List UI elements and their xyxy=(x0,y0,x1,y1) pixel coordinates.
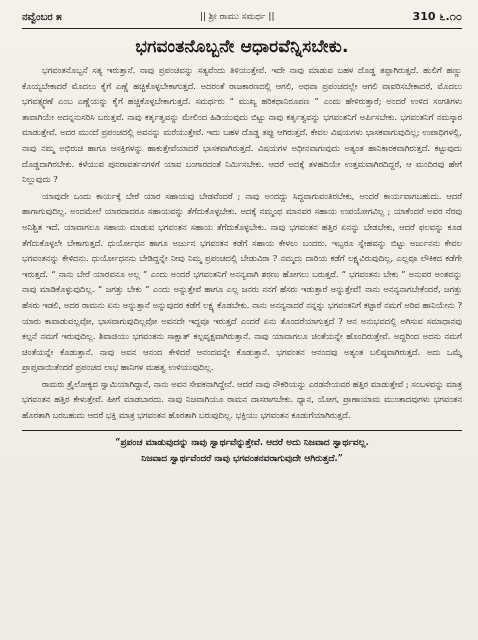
header-divider xyxy=(22,28,462,29)
paragraph: ಭಗವಂತನೊಬ್ಬನೆ ಸತ್ಯ ಇರುತ್ತಾನೆ. ನಾವು ಪ್ರಪಂಚವನ್ನು ಸತ್ಯವೆಂದು ತಿಳಿಯುತ್ತೇವೆ. ಇದೇ ನಾವು ಮಾಡುವ ಬಹಳ ದೊಡ್ಡ ತಪ್ಪಾಗಿರುತ್ತದೆ. ಹುಲಿಗೆ ಹಣ್ಣು ಕೊಯ್ಯಬೇಕಾದರೆ ಮೊದಲು ಕೈಗೆ ಎಣ್ಣೆ ಹಚ್ಚಿಕೊಳ್ಳಬೇಕಾಗುತ್ತದೆ. ಅದರಂತೆ ರಾಜಕಾರಣದಲ್ಲಿ ಆಗಲಿ, ಅಥವಾ ಪ್ರಪಂಚದಲ್ಲೇ ಆಗಲಿ ವಾವರಿಸಬೇಕಾದರೆ, ಮೊದಲು ಭಗವತ್ಸ್ಮರಣೆ ಎಂಬ ಎಣ್ಣೆಯನ್ನು ಕೈಗೆ ಹಚ್ಚಿಕೊಳ್ಳಬೇಕಾಗುತ್ತದೆ. ಸಮರ್ಥರು “ ಮುಖ್ಯ ಹರಿಕಥಾನಿರೂಪಣ ” ಎಂದು ಹೇಳಿರುತ್ತಾರೆ; ಅಂದರೆ ಉಳಿದ ಸಂಗತಿಗಳು ತಾವಾಗಿಯೇ ಅದನ್ನನುಸರಿಸಿ ಬರುತ್ತವೆ. ನಾವು ಕರ್ತೃತ್ವವನ್ನು ಮೇಲಿಂದ ಹಿಡಿಯುವುದು ಬಿಟ್ಟು ನಾವು ಕರ್ತೃತ್ವವನ್ನು ಭಗವಂತನಿಗೆ ಅರ್ಪಿಸಬೇಕು. ಭಗವಂತನಿಗೆ ನಮಸ್ಕಾರ ಮಾಡುತ್ತೇವೆ. ಅದರ ಮುಂದೆ ಪ್ರಪಂಚದಲ್ಲಿ ಅವನನ್ನು ಮರೆಯುತ್ತೇವೆ. ಇದು ಬಹಳ ದೊಡ್ಡ ತಪ್ಪು ಆಗಿರುತ್ತದೆ. ಕೇವಲ ವಿಷಯಗಳು ಭಾಸಕವಾಗುವುದಿಲ್ಲ; ಉಪಾಧಿಗಳಲ್ಲಿ, ನಾವು ನಮ್ಮ ಅಭಿರುಚಿ ಹಾಗೂ ಆಸಕ್ತಿಗಳನ್ನು ಹಾಕುತ್ತೇವೆಯಾದರೆ ಭಾಸಕವಾಗಿರುತ್ತದೆ. ವಿಷಯಗಳ ಅಧೀನವಾಗುವುದು ಅತ್ಯಂತ ಹಾನಿಕಾರಕವಾಗಿರುತ್ತದೆ. ಕಟ್ಟುವುದು ದೊಡ್ಡದಾಗಿರಬೇಕು. ಕಳೆಯುವ ಪುನರಾವರ್ತನಗಳಿಗೆ ಯಾವ ಬಂಗಾರದಂತೆ ನಿರ್ಮಿಸಬೇಕು. ಆದರೆ ಅದಕ್ಕೆ ತಳಹದಿಯೇ ಉತ್ತಮವಾಗಿರದಿದ್ದರೆ, ಆ ಮಂದಿರವು ಹೇಗೆ ನಿಲ್ಲುವುದು ? xyxy=(22,65,462,185)
quote-divider xyxy=(22,430,462,431)
body-text xyxy=(22,63,462,424)
paragraph: ಯಾವುದೇ ಒಂದು ಕಾರ್ಯಕ್ಕೆ ಬೇರೆ ಯಾರ ಸಹಾಯವು ಬೇಡವೆಂದರೆ ; ನಾವು ಅಂದದ್ದು ಸಿದ್ಧವಾಗುವಂತಿರಬೇಕು, ಅಂದರೆ ಕಾರ್ಯವಾಗಬಹುದು. ಆದರೆ ಹಾಗಾಗುವುದಿಲ್ಲ. ಅಂದಮೇಲೆ ಯಾರದಾದರೂ ಸಹಾಯವನ್ನು ತೆಗೆದುಕೊಳ್ಳಬೇಕು. ಅದಕ್ಕೆ ನಮ್ಮಂಥ ಮಾನವರ ಸಹಾಯ ಉಪಯೋಗವಿಲ್ಲ ; ಯಾಕೆಂದರೆ ಅವರ ನೆರವು ಅನಿಶ್ಚಿತ ಇದೆ. ಯಾವಾಗಲೂ ಸಹಾಯ ಮಾಡುವ ಭಗವಂತನ ಸಹಾಯ ತೆಗೆದುಕೊಳ್ಳಬೇಕು. ನಾವು ಭಗವಂತನ ಹತ್ತಿರ ಏನನ್ನು ಬೇಡಬೇಕು, ಆದರೆ ಫಲವನ್ನು ಕೂಡ ತೆಗೆದುಕೊಳ್ಳಲೇ ಬೇಕಾಗುತ್ತದೆ. ಧುರ್ಯೋಧನ ಹಾಗೂ ಅರ್ಜುನ ಭಗವಂತನ ಕಡೆಗೆ ಸಹಾಯ ಕೇಳಲು ಬಂದರು. ಇಬ್ಬರೂ ಸ್ನೇಹವನ್ನು ಬಿಟ್ಟು ಅರ್ಜುನನು ಕೇವಲ ಭಗವಂತನನ್ನು ಕೇಳಿದನು. ಧುರ್ಯೋಧನನು ಬೇಡಿದ್ದನ್ನೇ ನೀವು ನಿಮ್ಮ ಪ್ರಪಂಚದಲ್ಲಿ ಬೇಡುವಿರಾ ? ನಮ್ಮದು ದಾರಿಯ ಕಡೆಗೆ ಲಕ್ಷ್ಯವಿರುವುದಿಲ್ಲ, ಎಲ್ಲವೂ ಲೌಕಿಕದ ಕಡೆಗೇ ಇರುತ್ತದೆ. “ ನಾನು ಬೇರೆ ಯಾರವನೂ ಅಲ್ಲ ” ಎಂದು ಅಂದರೆ ಭಗವಂತನಿಗೆ ಅನನ್ಯವಾಗಿ ಶರಣು ಹೋಗಲು ಬರುತ್ತದೆ. “ ಭಗವಂತನು ಬೇಕು ” ಅನುವರ ಅಂತವನ್ನು ನಾವು ಮಾಡಿಕೊಳ್ಳುವುದಿಲ್ಲ. “ ಜಗತ್ತು ಬೇಕು ” ಎಂದು ಅನ್ನುತ್ತೇವೆ ಹಾಗೂ ಎಲ್ಲ ಜನರು ನನಗೆ ಹೆಸರು ಇಡುತ್ತಾರೆ ಅನ್ನುತ್ತೇವೆ! ನಾನು ಅನನ್ಯನಾಗಬೇಕೆಂದರೆ, ಜಗತ್ತು ಹೆಸರು ಇಡಲಿ, ಅದರ ರಾಮನು ಏನು ಅನ್ನುತ್ತಾನೆ ಅನ್ನುವುದರ ಕಡೆಗೆ ಲಕ್ಷ್ಯ ಕೊಡಬೇಕು. ನಾನು ಅನನ್ಯನಾದರೆ ನನ್ನನ್ನು ಭಗವಂತನಿಗೆ ಕಟ್ಟಾರೆ ನಮಗೆ ಅರಿವ ಹಾನಿಯೇನು ? ಯಾರು ಕಾವಾಡುವಲ್ಲವೋ, ಭಾಸವಾಗುವುದಿಲ್ಲವೋ ಅವನದೇ ಇದ್ದವೂ ಇರುತ್ತದೆ ಎಂದರೆ ಏನು ತೊಂದರೆಯಾಗುತ್ತದೆ ? ಆನ ಅನುಭವದಲ್ಲಿ ಅಗಿಸುವ ಸಮಾಧಾನವು ಕಲ್ಪನೆ ನಮಗೆ ಇರುವುದಿಲ್ಲ. ಶಿವಾಜಿಯು ಭಗವಂತನು ಸಾಕ್ಷಾತ್ ಕಲ್ಪವೃಕ್ಷವಾಗಿರುತ್ತಾನೆ. ನಾವು ಯಾವಾಗಲೂ ಚಿಂತೆಯನ್ನೇ ಹೊಂದಿರುತ್ತೇವೆ. ಅದ್ದರಿಂದ ಅದನು ನಮಗೆ ಚಿಂತೆಯನ್ನೇ ಕೊಡುತ್ತಾನೆ. ನಾವು ಅವನ ಆನಂದ ಕೇಳಿದರೆ ಆನಂದವನ್ನೇ ಕೊಡುತ್ತಾನೆ. ಭಗವಂತನ ಆನಂದವು ಅತ್ಯಂತ ಬಲಿಷ್ಠವಾಗಿರುತ್ತದೆ. ಅದು ಒಮ್ಮೆ ಪ್ರಾಪ್ತವಾಯಿತೆಂದರೆ ಪ್ರಪಂಚದ ಲಾಭ ಹಾನಿಗಳ ಮಹತ್ವ ಉಳಿಯುವುದಿಲ್ಲ. xyxy=(22,190,462,373)
quote-line: “ಪ್ರಪಂಚ ಮಾಡುವುದನ್ನು ನಾವು ಸ್ವಾರ್ಥವೆನ್ನುತ್ತೇವೆ. ಆದರೆ ಅದು ನಿಜವಾದ ಸ್ವಾರ್ಥವಲ್ಲ. xyxy=(115,437,369,448)
header-invocation: || ಶ್ರೀ ರಾಮು ಸಮರ್ಥ || xyxy=(199,12,275,22)
page-title: ಭಗವಂತನೊಬ್ಬನೇ ಆಧಾರವೆನ್ನಿಸಬೇಕು. xyxy=(135,37,349,57)
header-date: ನವ್ವೆಂಬರ ೫ xyxy=(22,11,62,23)
page-number: 310 ೬.೧೦ xyxy=(412,10,462,23)
quote-line: ನಿಜವಾದ ಸ್ವಾರ್ಥವೆಂದರೆ ನಾವು ಭಗವಂತನವರಾಗುವುದೇ ಆಗಿರುತ್ತದೆ.” xyxy=(141,453,343,464)
paragraph: ರಾಮರು ತ್ರೈಲೋಕ್ಯದ ಸ್ವಾಮಿಯಾಗಿದ್ದಾನೆ, ನಾನು ಅವನ ಸೇವಕನಾಗಿದ್ದೇನೆ. ಆದರೆ ನಾವು ನೌಕರಿಯನ್ನು ಎರಡನೇಯವರ ಹತ್ತಿರ ಮಾಡುತ್ತೇವೆ ; ಸಂಬಳವನ್ನು ಮಾತ್ರ ಭಗವಂತನ ಹತ್ತಿರ ಕೇಳುತ್ತೇವೆ. ಹೀಗೆ ಮಾಡಬಾರದು. ನಾವು ನಿಜವಾಗಿಯೂ ರಾಮನ ದಾಸರಾಗಬೇಕು. ಧ್ಯಾನ, ಯೋಗ, ಪ್ರಾಣಾಯಾಮ ಮುಂತಾದವುಗಳು ಭಗವಂತನ ಹೊರತಾಗಿ ಬರಬಹುದು ಆದರೆ ಭಕ್ತಿ ಮಾತ್ರ ಭಗವಂತನ ಹೊರತಾಗಿ ಬರುವುದಿಲ್ಲ. ಭಕ್ತಿಯು ಭಗವಂತನ ಕೂಡುಗೆಯಾಗಿರುತ್ತದೆ. xyxy=(22,378,462,421)
closing-quote xyxy=(22,435,462,467)
page-header xyxy=(22,10,462,24)
